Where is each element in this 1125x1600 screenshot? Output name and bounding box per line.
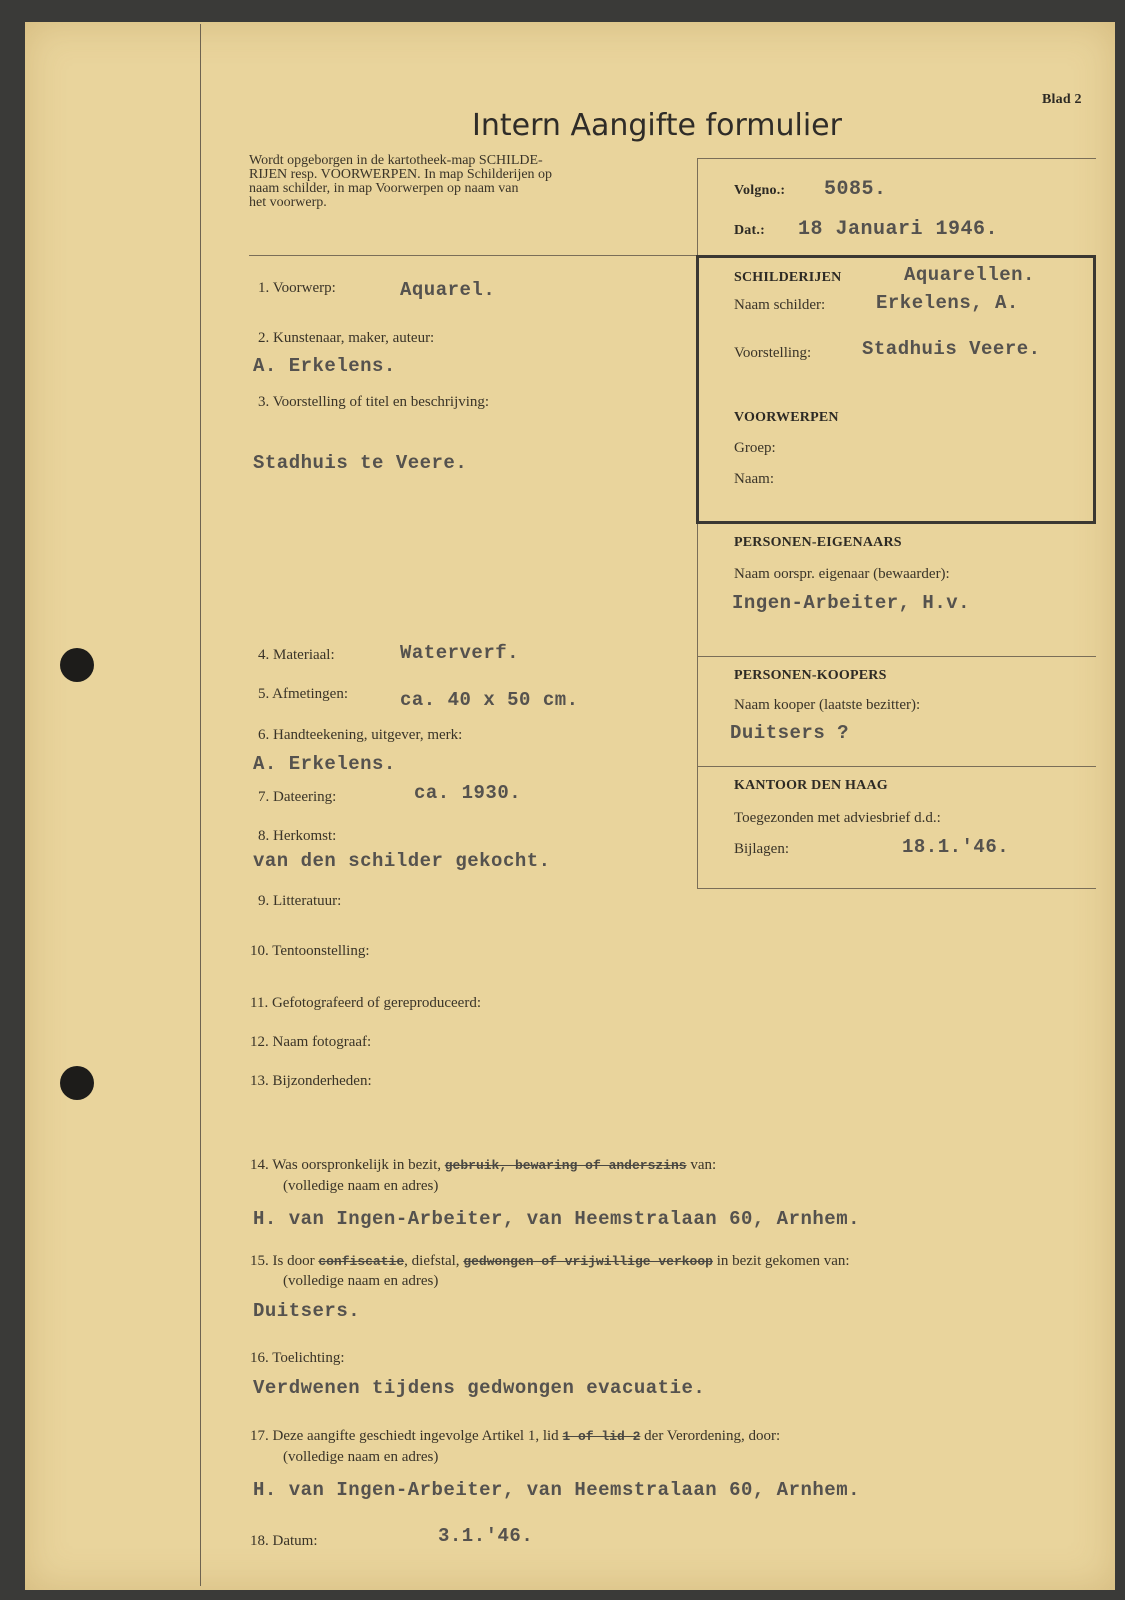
form-title: Intern Aangifte formulier [472,108,842,143]
divider [697,888,1096,889]
field-14-label [250,1157,716,1174]
field-17-label-end: der Verordening, door: [644,1428,781,1444]
bijlagen-value: 18.1.'46. [902,836,1010,858]
volgno-value: 5085. [824,178,887,201]
field-14-sub: (volledige naam en adres) [283,1178,439,1194]
punch-hole [60,1066,94,1100]
field-15-struck-text: gedwongen of vrijwillige verkoop [463,1254,713,1269]
field-4-value: Waterverf. [400,642,520,664]
divider [249,255,697,256]
koopers-heading: PERSONEN-KOOPERS [734,668,887,683]
field-16-label: 16. Toelichting: [250,1350,345,1366]
field-15-label-start: 15. Is door [250,1253,315,1269]
eigenaars-heading: PERSONEN-EIGENAARS [734,535,902,550]
date-value: 18 Januari 1946. [798,218,999,241]
kooper-value: Duitsers ? [730,722,850,744]
field-13-label: 13. Bijzonderheden: [250,1073,372,1089]
filing-note-line: het voorwerp. [249,195,327,210]
kantoor-heading: KANTOOR DEN HAAG [734,778,888,793]
field-14-value: H. van Ingen-Arbeiter, van Heemstralaan 60, Arnhem. [253,1208,860,1230]
groep-label: Groep: [734,440,776,456]
field-1-value: Aquarel. [400,279,496,301]
field-14-label-start: 14. Was oorspronkelijk in bezit, [250,1157,441,1173]
filing-note-line: naam schilder, in map Voorwerpen op naam van [249,181,519,196]
sheet-label: Blad 2 [1042,92,1082,107]
field-2-value: A. Erkelens. [253,355,396,377]
field-18-label: 18. Datum: [250,1533,318,1549]
field-15-sub: (volledige naam en adres) [283,1273,439,1289]
field-15-label-mid: , diefstal, [404,1253,460,1269]
eigenaar-value: Ingen-Arbeiter, H.v. [732,592,971,614]
field-4-label: 4. Materiaal: [258,647,335,663]
field-5-value: ca. 40 x 50 cm. [400,689,579,711]
divider [697,158,698,255]
schilderijen-value: Aquarellen. [904,264,1035,286]
divider [697,524,698,888]
toegezonden-label: Toegezonden met adviesbrief d.d.: [734,810,941,826]
field-3-label: 3. Voorstelling of titel en beschrijving: [258,394,490,410]
field-15-label-end: in bezit gekomen van: [716,1253,850,1269]
field-6-label: 6. Handteekening, uitgever, merk: [258,727,463,743]
field-16-value: Verdwenen tijdens gedwongen evacuatie. [253,1377,706,1399]
field-2-label: 2. Kunstenaar, maker, auteur: [258,330,435,346]
date-label: Dat.: [734,223,765,238]
naam-schilder-label: Naam schilder: [734,297,826,313]
field-7-label: 7. Dateering: [258,789,337,805]
field-17-label [250,1428,780,1445]
field-17-value: H. van Ingen-Arbeiter, van Heemstralaan 60, Arnhem. [253,1479,860,1501]
naam-schilder-value: Erkelens, A. [876,292,1019,314]
field-14-struck-text: gebruik, bewaring of anderszins [444,1158,687,1173]
divider [697,158,1096,159]
voorwerpen-heading: VOORWERPEN [734,410,839,425]
filing-note-line: RIJEN resp. VOORWERPEN. In map Schilderijen op [249,167,553,182]
filing-note-line: Wordt opgeborgen in de kartotheek-map SCHILDE- [249,153,543,168]
field-17-sub: (volledige naam en adres) [283,1449,439,1465]
field-17-struck-text: 1 of lid 2 [562,1429,641,1444]
field-6-value: A. Erkelens. [253,753,396,775]
divider [697,656,1096,657]
field-15-value: Duitsers. [253,1300,361,1322]
filing-note [249,154,552,210]
field-15-struck-text: confiscatie [318,1254,405,1269]
field-10-label: 10. Tentoonstelling: [250,943,370,959]
kooper-label: Naam kooper (laatste bezitter): [734,697,921,713]
field-14-label-end: van: [690,1157,717,1173]
field-11-label: 11. Gefotografeerd of gereproduceerd: [250,995,481,1011]
voorstelling-label: Voorstelling: [734,345,812,361]
field-7-value: ca. 1930. [414,782,522,804]
field-12-label: 12. Naam fotograaf: [250,1034,372,1050]
field-17-label-start: 17. Deze aangifte geschiedt ingevolge Artikel 1, lid [250,1428,559,1444]
eigenaar-label: Naam oorspr. eigenaar (bewaarder): [734,566,950,582]
schilderijen-heading: SCHILDERIJEN [734,270,842,285]
field-18-value: 3.1.'46. [438,1525,534,1547]
divider [697,766,1096,767]
field-5-label: 5. Afmetingen: [258,686,348,702]
volgno-label: Volgno.: [734,183,786,198]
punch-hole [60,648,94,682]
field-8-value: van den schilder gekocht. [253,850,551,872]
margin-line [200,24,201,1586]
field-9-label: 9. Litteratuur: [258,893,342,909]
voorstelling-value: Stadhuis Veere. [862,338,1041,360]
field-8-label: 8. Herkomst: [258,828,337,844]
field-3-value: Stadhuis te Veere. [253,452,468,474]
field-1-label: 1. Voorwerp: [258,280,336,296]
field-15-label [250,1253,850,1270]
bijlagen-label: Bijlagen: [734,841,789,857]
naam-label: Naam: [734,471,774,487]
